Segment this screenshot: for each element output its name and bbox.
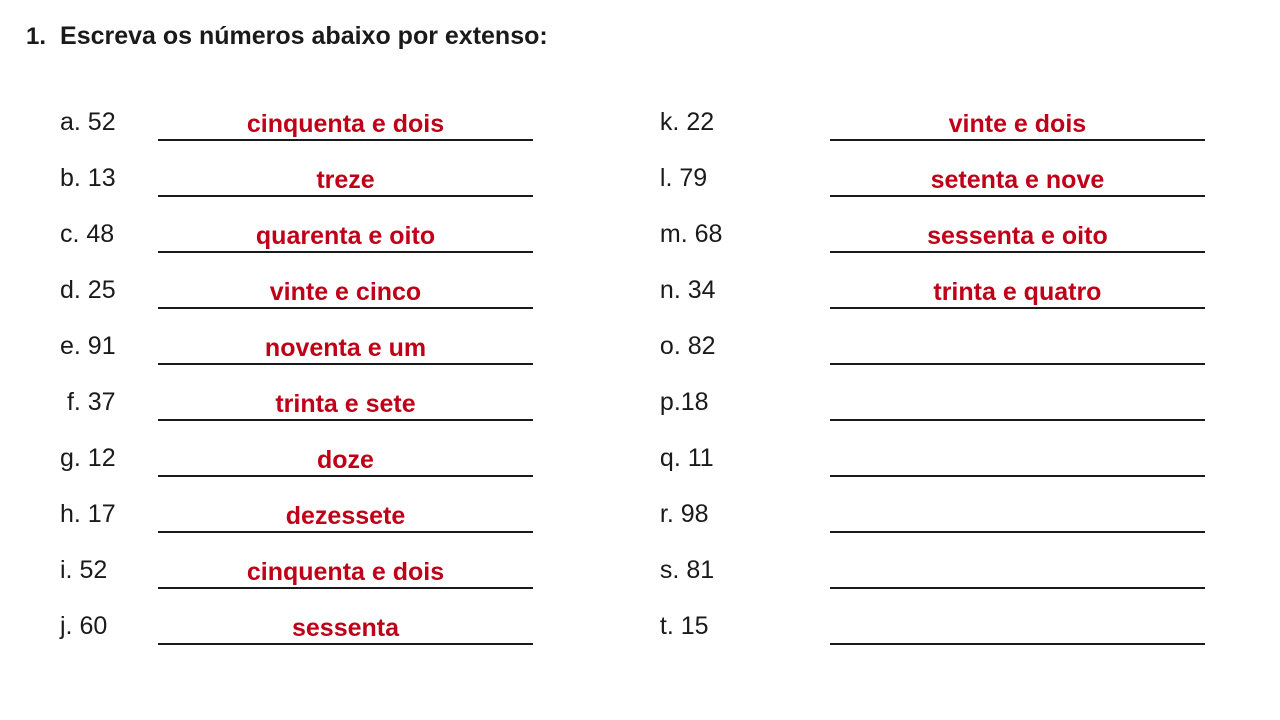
answer-input[interactable]: [830, 213, 1205, 253]
answer-text: cinquenta e dois: [246, 109, 445, 138]
answer-input[interactable]: [158, 381, 533, 421]
item-label: d. 25: [60, 276, 116, 304]
item-label: g. 12: [60, 444, 116, 472]
answer-text: cinquenta e dois: [246, 557, 445, 586]
answer-input[interactable]: [158, 493, 533, 533]
list-item: [660, 309, 1250, 365]
answer-text: treze: [316, 165, 375, 194]
list-item: [660, 421, 1250, 477]
answer-text: quarenta e oito: [255, 221, 436, 250]
list-item: [60, 309, 660, 365]
answer-input[interactable]: [158, 101, 533, 141]
list-item: [60, 85, 660, 141]
answer-text: doze: [317, 445, 374, 474]
answer-input[interactable]: [158, 269, 533, 309]
answer-column-left: [60, 85, 660, 645]
item-label: h. 17: [60, 500, 116, 528]
answer-input[interactable]: [158, 605, 533, 645]
list-item: [60, 365, 660, 421]
answer-input[interactable]: [830, 325, 1205, 365]
item-label: k. 22: [659, 108, 715, 136]
list-item: [660, 197, 1250, 253]
answer-column-right: [660, 85, 1250, 645]
answer-input[interactable]: [830, 269, 1205, 309]
question-heading: [26, 22, 1250, 51]
list-item: [60, 253, 660, 309]
list-item: [660, 253, 1250, 309]
list-item: [660, 141, 1250, 197]
item-label: i. 52: [60, 556, 108, 584]
answer-input[interactable]: [830, 493, 1205, 533]
answer-input[interactable]: [830, 381, 1205, 421]
answer-columns: [22, 85, 1250, 645]
answer-input[interactable]: [158, 549, 533, 589]
answer-input[interactable]: [158, 437, 533, 477]
item-label: b. 13: [60, 164, 116, 192]
answer-text: setenta e nove: [930, 165, 1105, 194]
answer-text: sessenta: [291, 613, 400, 642]
item-label: o. 82: [659, 332, 716, 360]
item-label: f. 37: [60, 388, 116, 416]
answer-text: sessenta e oito: [927, 221, 1108, 250]
question-number: 1.: [26, 23, 47, 50]
list-item: [660, 365, 1250, 421]
answer-text: vinte e dois: [948, 109, 1087, 138]
list-item: [660, 533, 1250, 589]
list-item: [660, 477, 1250, 533]
answer-input[interactable]: [830, 605, 1205, 645]
item-label: a. 52: [60, 108, 116, 136]
answer-input[interactable]: [158, 325, 533, 365]
list-item: [660, 589, 1250, 645]
answer-text: noventa e um: [264, 333, 427, 362]
list-item: [60, 421, 660, 477]
item-label: j. 60: [60, 612, 108, 640]
item-label: n. 34: [659, 276, 716, 304]
answer-input[interactable]: [830, 549, 1205, 589]
item-label: r. 98: [659, 500, 709, 528]
item-label: p.18: [659, 388, 709, 416]
answer-input[interactable]: [158, 157, 533, 197]
answer-input[interactable]: [830, 101, 1205, 141]
answer-text: dezessete: [285, 501, 406, 530]
item-label: e. 91: [60, 332, 116, 360]
answer-text: trinta e quatro: [933, 277, 1102, 306]
item-label: c. 48: [60, 220, 115, 248]
item-label: l. 79: [659, 164, 708, 192]
list-item: [60, 533, 660, 589]
item-label: q. 11: [659, 444, 714, 472]
question-text: Escreva os números abaixo por extenso:: [60, 22, 548, 50]
item-label: s. 81: [659, 556, 715, 584]
list-item: [60, 589, 660, 645]
list-item: [60, 477, 660, 533]
answer-text: trinta e sete: [275, 389, 416, 418]
answer-input[interactable]: [158, 213, 533, 253]
list-item: [60, 197, 660, 253]
item-label: m. 68: [659, 220, 723, 248]
answer-text: vinte e cinco: [269, 277, 422, 306]
answer-input[interactable]: [830, 157, 1205, 197]
list-item: [60, 141, 660, 197]
list-item: [660, 85, 1250, 141]
answer-input[interactable]: [830, 437, 1205, 477]
item-label: t. 15: [659, 612, 709, 640]
